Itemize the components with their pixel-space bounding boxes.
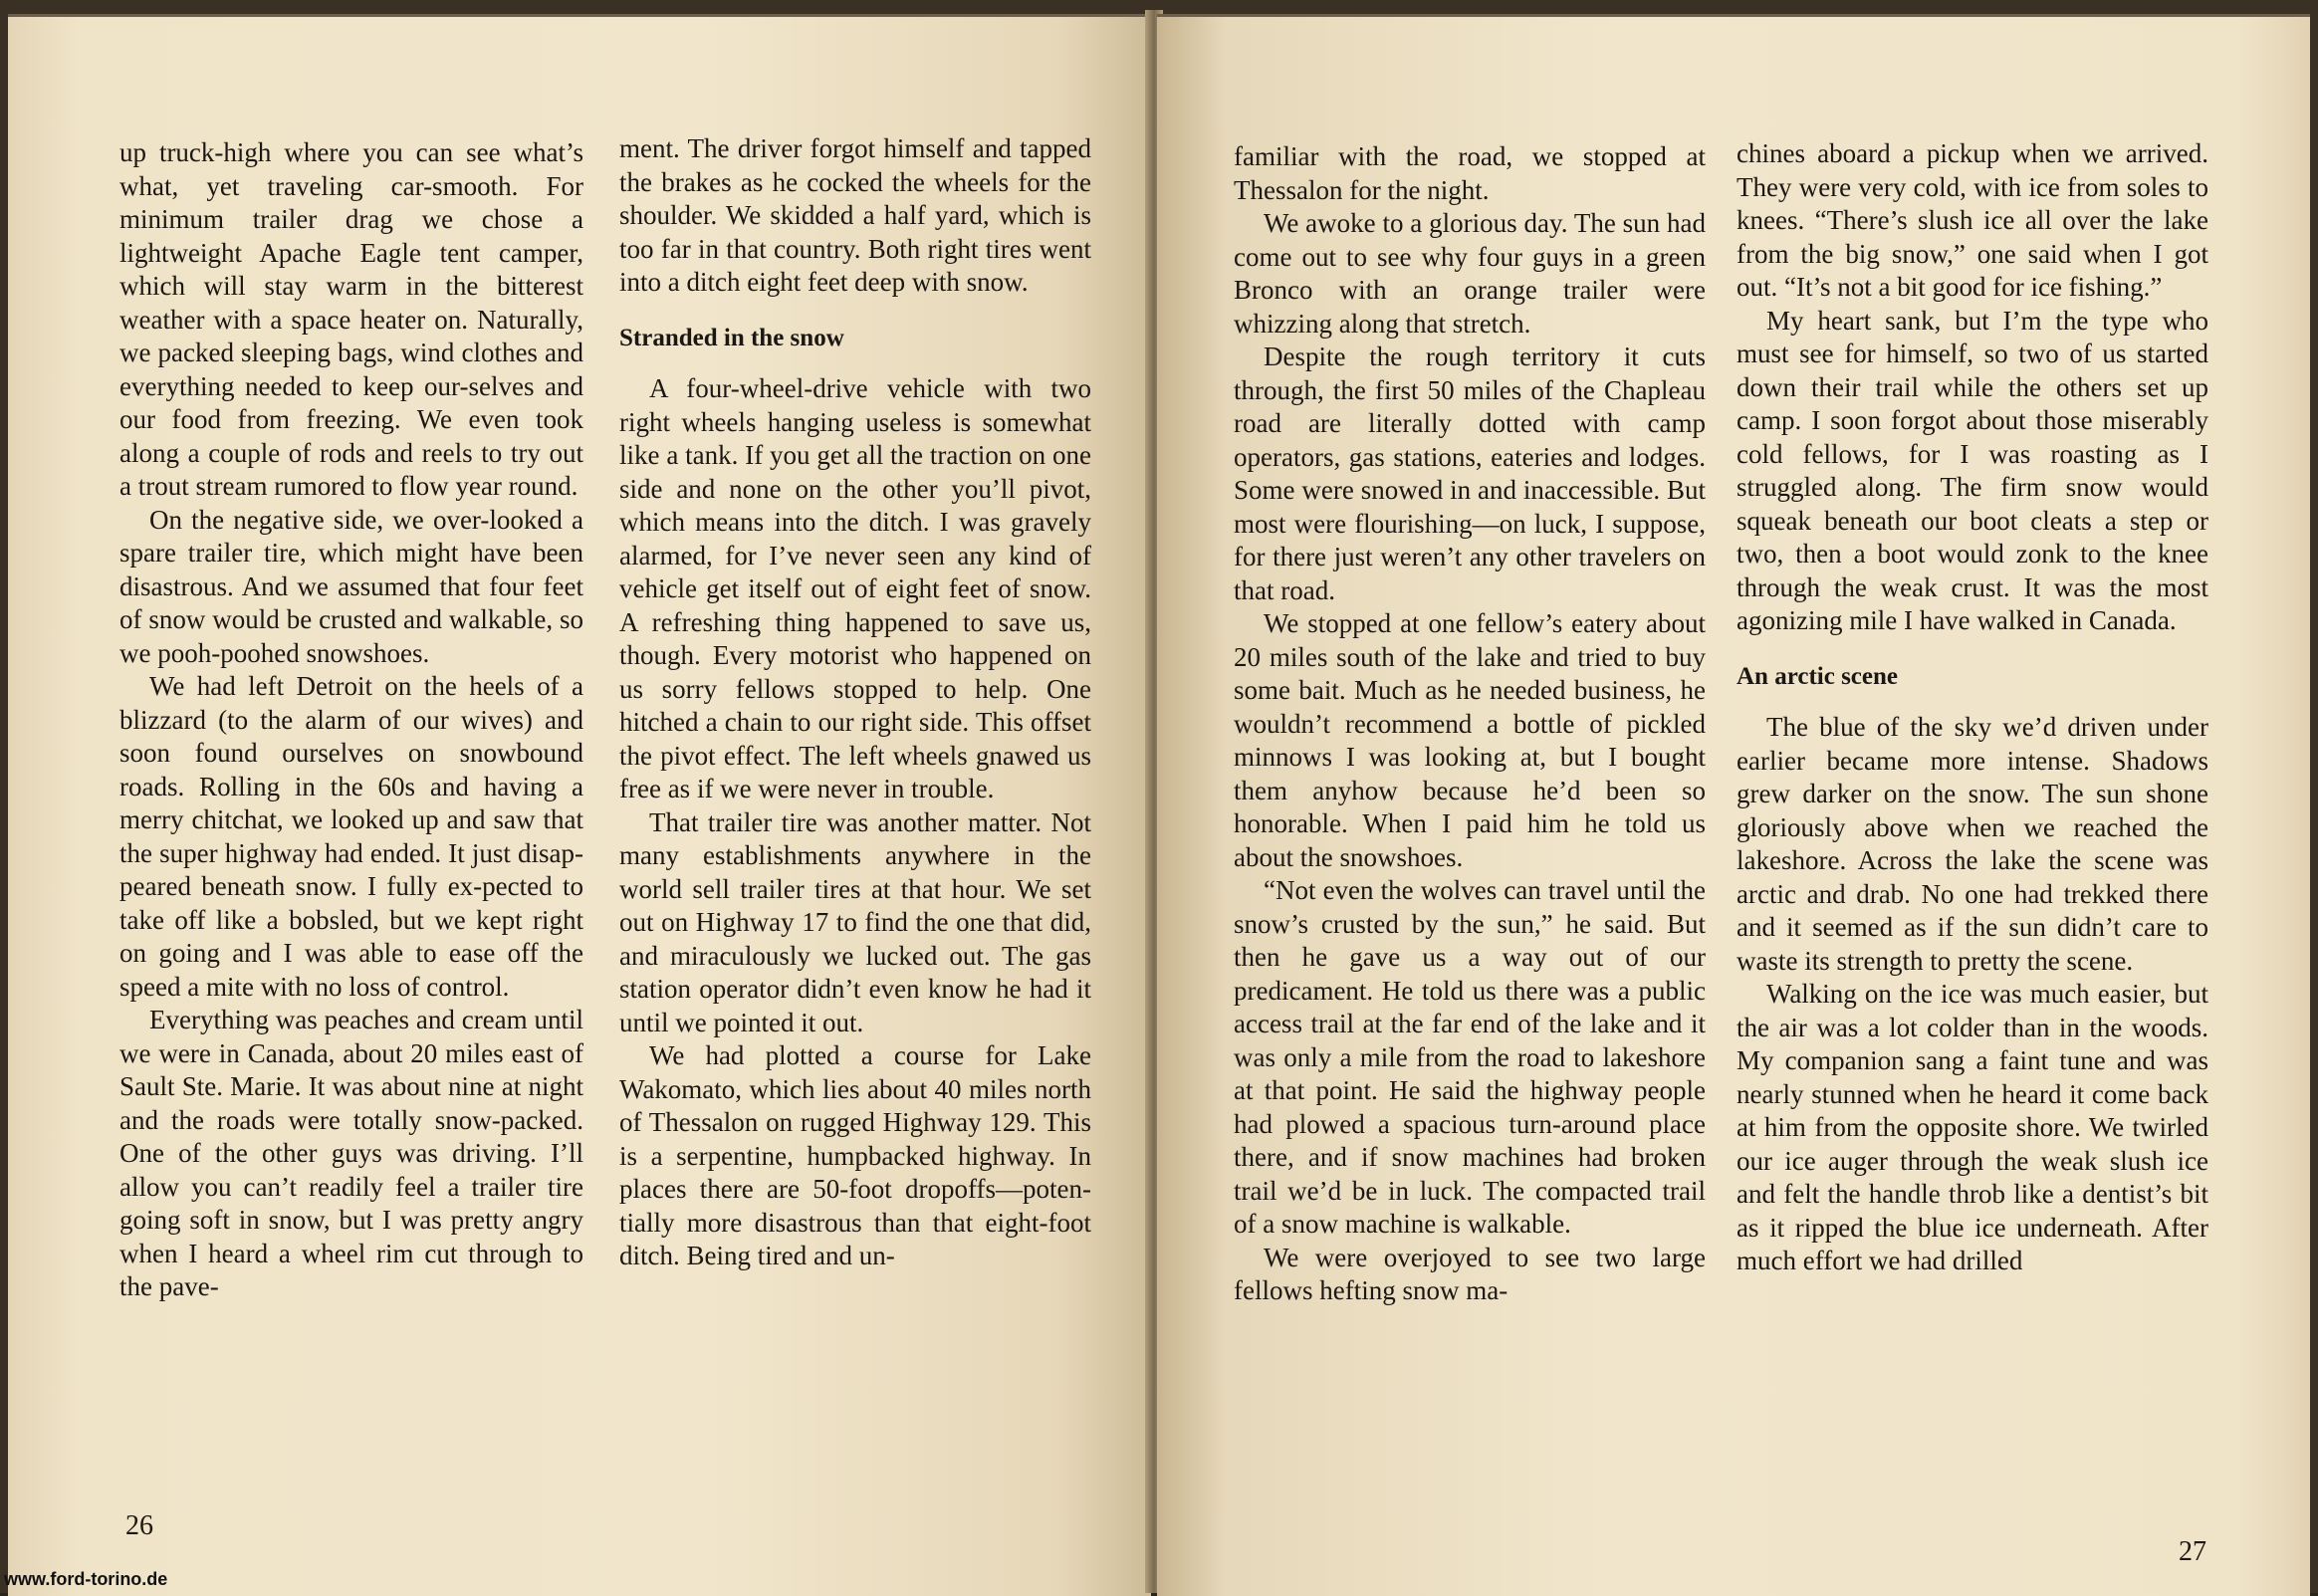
body-paragraph: We were overjoyed to see two large fellows hefting snow ma- xyxy=(1234,1242,1706,1305)
body-paragraph: familiar with the road, we stopped at Thessalon for the night. xyxy=(1234,141,1706,205)
page-number-right: 27 xyxy=(2179,1536,2206,1567)
body-paragraph: That trailer tire was another matter. Not many establishments anywhere in the world sell trailer tires at that hour. We set out on Highway 17 to find the one that did, and miraculously we lucked out. The gas station operator didn’t even know he had it until we pointed it out. xyxy=(619,806,1091,1037)
section-heading: An arctic scene xyxy=(1737,662,1898,690)
body-paragraph: We had left Detroit on the heels of a blizzard (to the alarm of our wives) and soon found ourselves on snowbound roads. Rolling in the 60s and having a merry chitchat, we looked up and saw that the super highway had ended. It just disap-peared beneath snow. I fully ex-pected to take off like a bobsled, but we kept right on going and I was able to ease off the speed a mite with no loss of control. xyxy=(119,671,583,1002)
site-watermark: www.ford-torino.de xyxy=(4,1569,168,1589)
right-page xyxy=(1157,14,2310,1596)
body-paragraph: My heart sank, but I’m the type who must see for himself, so two of us started down their trail while the others set up camp. I soon forgot about those miserably cold fellows, for I was roasting as I struggled along. The firm snow would squeak beneath our boot cleats a step or two, then a boot would zonk to the knee through the weak crust. It was the most agonizing mile I have walked in Canada. xyxy=(1737,305,2208,635)
right-page-column-1 xyxy=(1234,140,1706,1308)
body-paragraph: We awoke to a glorious day. The sun had come out to see why four guys in a green Bronco with an orange trailer were whizzing along that stretch. xyxy=(1234,208,1706,339)
page-number-left: 26 xyxy=(125,1510,153,1541)
left-page-column-1 xyxy=(119,136,583,1304)
body-paragraph: A four-wheel-drive vehicle with two right wheels hanging useless is somewhat like a tank. If you get all the traction on one side and none on the other you’ll pivot, which means into the ditch. I was gravely alarmed, for I’ve never seen any kind of vehicle get itself out of eight feet of snow. A refreshing thing happened to save us, though. Every motorist who happened on us sorry fellows stopped to help. One hitched a chain to our right side. This offset the pivot effect. The left wheels gnawed us free as if we were never in trouble. xyxy=(619,373,1091,803)
body-paragraph: On the negative side, we over-looked a spare trailer tire, which might have been disastrous. And we assumed that four feet of snow would be crusted and walkable, so we pooh-poohed snowshoes. xyxy=(119,504,583,668)
body-paragraph: We stopped at one fellow’s eatery about 20 miles south of the lake and tried to buy some bait. Much as he needed business, he wouldn’t recommend a bottle of pickled minnows I was looking at, but I bought them anyhow because he’d been so honorable. When I paid him he told us about the snowshoes. xyxy=(1234,608,1706,872)
body-paragraph: ment. The driver forgot himself and tapped the brakes as he cocked the wheels for the shoulder. We skidded a half yard, which is too far in that country. Both right tires went into a ditch eight feet deep with snow. xyxy=(619,133,1091,297)
section-heading: Stranded in the snow xyxy=(619,324,844,351)
body-paragraph: The blue of the sky we’d driven under earlier became more intense. Shadows grew darker on the snow. The sun shone gloriously above when we reached the lakeshore. Across the lake the scene was arctic and drab. No one had trekked there and it seemed as if the sun didn’t care to waste its strength to pretty the scene. xyxy=(1737,712,2208,976)
body-paragraph: “Not even the wolves can travel until the snow’s crusted by the sun,” he said. But then he gave us a way out of our predicament. He told us there was a public access trail at the far end of the lake and it was only a mile from the road to lakeshore at that point. He said the highway people had plowed a spacious turn-around place there, and if snow machines had broken trail we’d be in luck. The compacted trail of a snow machine is walkable. xyxy=(1234,875,1706,1239)
body-paragraph: Walking on the ice was much easier, but the air was a lot colder than in the woods. My companion sang a faint tune and was nearly stunned when he heard it come back at him from the opposite shore. We twirled our ice auger through the weak slush ice and felt the handle throb like a dentist’s bit as it ripped the blue ice underneath. After much effort we had drilled xyxy=(1737,979,2208,1275)
right-page-column-2 xyxy=(1737,137,2208,1278)
body-paragraph: up truck-high where you can see what’s what, yet traveling car-smooth. For minimum trailer drag we chose a lightweight Apache Eagle tent camper, which will stay warm in the bitterest weather with a space heater on. Naturally, we packed sleeping bags, wind clothes and everything needed to keep our-selves and our food from freezing. We even took along a couple of rods and reels to try out a trout stream rumored to flow year round. xyxy=(119,137,583,501)
body-paragraph: We had plotted a course for Lake Wakomato, which lies about 40 miles north of Thessalon on rugged Highway 129. This is a serpentine, humpbacked highway. In places there are 50-foot dropoffs—poten-tially more disastrous than that eight-foot ditch. Being tired and un- xyxy=(619,1040,1091,1270)
body-paragraph: chines aboard a pickup when we arrived. They were very cold, with ice from soles to knees. “There’s slush ice all over the lake from the big snow,” one said when I got out. “It’s not a bit good for ice fishing.” xyxy=(1737,138,2208,302)
left-page-column-2 xyxy=(619,132,1091,1273)
body-paragraph: Despite the rough territory it cuts through, the first 50 miles of the Chapleau road are literally dotted with camp operators, gas stations, eateries and lodges. Some were snowed in and inaccessible. But most were flourishing—on luck, I suppose, for there just weren’t any other travelers on that road. xyxy=(1234,342,1706,605)
left-page xyxy=(8,14,1151,1596)
body-paragraph: Everything was peaches and cream until we were in Canada, about 20 miles east of Sault Ste. Marie. It was about nine at night and the roads were totally snow-packed. One of the other guys was driving. I’ll allow you can’t readily feel a trailer tire going soft in snow, but I was pretty angry when I heard a wheel rim cut through to the pave- xyxy=(119,1005,583,1301)
